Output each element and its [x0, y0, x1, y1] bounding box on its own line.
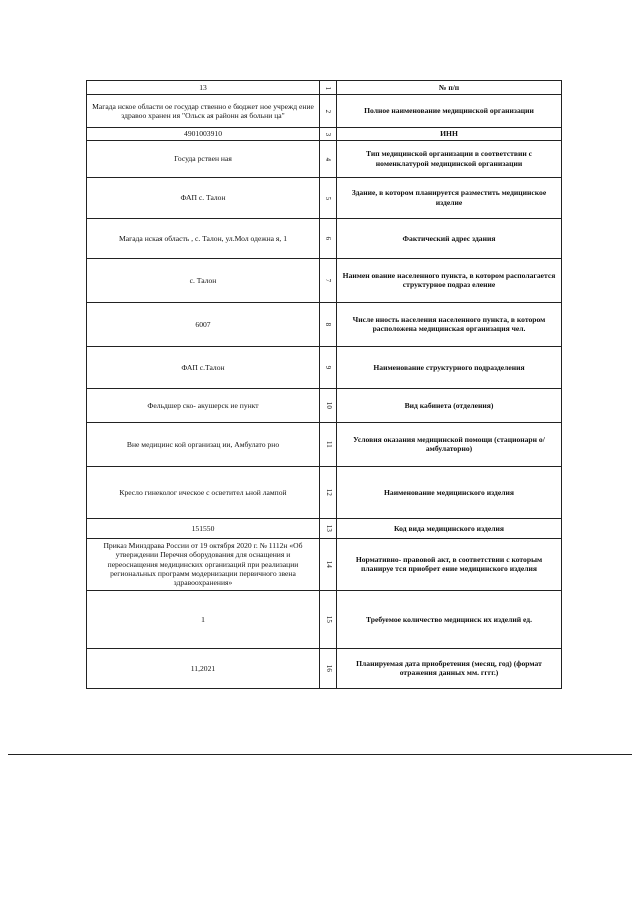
row-label: Тип медицинской организации в соответствии с номенклатурой медицинской организации	[337, 140, 562, 177]
row-label: Наименование структурного подразделения	[337, 346, 562, 388]
row-value: ФАП с. Талон	[87, 177, 320, 218]
row-value: 11,2021	[87, 648, 320, 688]
row-number-cell	[320, 346, 337, 388]
row-number-cell	[320, 388, 337, 422]
row-value: Магада нская область , с. Талон, ул.Мол одежна я, 1	[87, 218, 320, 258]
row-number-cell	[320, 648, 337, 688]
table-row	[87, 518, 562, 538]
row-number-cell	[320, 518, 337, 538]
row-number-cell	[320, 422, 337, 466]
row-number-cell	[320, 140, 337, 177]
row-number: 7	[324, 279, 333, 283]
row-label: Вид кабинета (отделения)	[337, 388, 562, 422]
table-row	[87, 422, 562, 466]
table-row	[87, 258, 562, 302]
row-label: Числе нность населения населенного пункта, в котором расположена медицинская организация чел.	[337, 302, 562, 346]
row-number: 6	[324, 237, 333, 241]
table-row	[87, 177, 562, 218]
row-value: ФАП с.Талон	[87, 346, 320, 388]
table-row	[87, 648, 562, 688]
table-row	[87, 128, 562, 141]
row-label: Наимен ование населенного пункта, в котором располагается структурное подраз еление	[337, 258, 562, 302]
table-body	[87, 81, 562, 689]
row-number-cell	[320, 81, 337, 95]
table-row	[87, 466, 562, 518]
row-value: 4901003910	[87, 128, 320, 141]
row-value: Приказ Минздрава России от 19 октября 2020 г. № 1112н «Об утверждении Перечня оборудования для оснащения и переоснащения медицинских организаций при реализации региональных программ модернизации первичного звена здравоохранения»	[87, 538, 320, 590]
row-number: 4	[324, 157, 333, 161]
row-value: Магада нское области ое государ ственно е бюджет ное учрежд ение здравоо хранен ия "Ольск ая районн ая больни ца"	[87, 95, 320, 128]
row-number: 15	[324, 616, 333, 624]
page-separator-line	[8, 754, 632, 755]
row-value: Фельдшер ско- акушерск ие пункт	[87, 388, 320, 422]
row-number-cell	[320, 258, 337, 302]
row-value: 13	[87, 81, 320, 95]
row-number-cell	[320, 538, 337, 590]
row-number-cell	[320, 466, 337, 518]
row-number-cell	[320, 177, 337, 218]
row-label: Наименование медицинского изделия	[337, 466, 562, 518]
row-value: Вне медицинс кой организац ии, Амбулато рно	[87, 422, 320, 466]
row-number: 2	[324, 109, 333, 114]
row-number: 13	[324, 525, 333, 533]
row-number: 11	[324, 441, 333, 449]
table-row	[87, 95, 562, 128]
row-label: Фактический адрес здания	[337, 218, 562, 258]
row-label: Код вида медицинского изделия	[337, 518, 562, 538]
row-label: Полное наименование медицинской организации	[337, 95, 562, 128]
row-label: Нормативно- правовой акт, в соответствии с которым планируе тся приобрет ение медицинского изделия	[337, 538, 562, 590]
row-number-cell	[320, 218, 337, 258]
row-number: 5	[324, 196, 333, 200]
row-number-cell	[320, 590, 337, 648]
table-row	[87, 388, 562, 422]
row-value: Госуда рствен ная	[87, 140, 320, 177]
table-row	[87, 218, 562, 258]
table-row	[87, 302, 562, 346]
row-label: Здание, в котором планируется разместить медицинское изделие	[337, 177, 562, 218]
row-number: 14	[324, 561, 333, 569]
row-number: 12	[324, 489, 333, 497]
row-value: 1	[87, 590, 320, 648]
row-value: 151550	[87, 518, 320, 538]
row-label: Условия оказания медицинской помощи (стационарн о/амбулаторно)	[337, 422, 562, 466]
row-number: 9	[324, 366, 333, 370]
table-row	[87, 538, 562, 590]
table-row	[87, 590, 562, 648]
row-number-cell	[320, 95, 337, 128]
row-label: ИНН	[337, 128, 562, 141]
row-number: 8	[324, 323, 333, 327]
row-number: 3	[324, 132, 333, 137]
row-label: № п/п	[337, 81, 562, 95]
table-row	[87, 81, 562, 95]
table-row	[87, 140, 562, 177]
row-number: 10	[324, 402, 333, 410]
row-value: Кресло гинеколог ическое с осветител ьной лампой	[87, 466, 320, 518]
table-row	[87, 346, 562, 388]
row-number-cell	[320, 128, 337, 141]
row-number: 16	[324, 665, 333, 673]
row-value: 6007	[87, 302, 320, 346]
row-number-cell	[320, 302, 337, 346]
row-number: 1	[324, 86, 333, 90]
row-value: с. Талон	[87, 258, 320, 302]
medical-equipment-table	[86, 80, 562, 689]
row-label: Планируемая дата приобретения (месяц, год) (формат отражения данных мм. гггг.)	[337, 648, 562, 688]
row-label: Требуемое количество медицинск их изделий ед.	[337, 590, 562, 648]
